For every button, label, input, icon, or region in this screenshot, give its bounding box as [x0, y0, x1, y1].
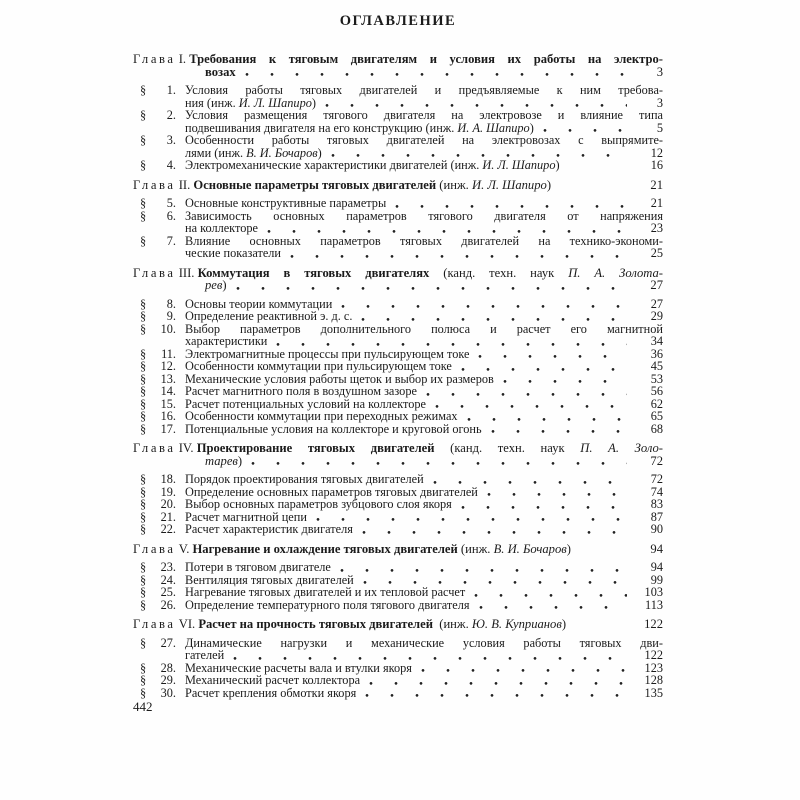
text-segment: ): [546, 177, 552, 192]
table-of-contents: [133, 46, 663, 699]
section-mark: §: [140, 472, 147, 486]
toc-line: [133, 66, 663, 79]
section-mark: §: [140, 208, 147, 223]
text-segment: П. А. Золо-: [580, 441, 663, 455]
toc-text: [185, 247, 281, 260]
dot-leader: [461, 368, 627, 371]
page-ref: 128: [644, 673, 663, 687]
text-segment: ния (инж.: [185, 95, 239, 110]
text-segment: Динамические нагрузки и механические условия работы тяговых дви-: [185, 635, 663, 650]
page-ref: 29: [650, 309, 663, 323]
section-mark: §: [140, 497, 147, 511]
page-ref: 94: [650, 541, 663, 556]
chapter-word: Глава: [133, 265, 176, 280]
text-segment: И. Л. Шапиро: [482, 158, 556, 172]
page-ref: 62: [650, 396, 663, 411]
spacer: [560, 186, 627, 189]
section-label: [140, 473, 176, 486]
section-number: 30.: [160, 685, 176, 700]
text-segment: Расчет характеристик двигателя: [185, 522, 353, 536]
text-segment: В. И. Бочаров: [493, 541, 567, 556]
toc-line: [133, 687, 663, 700]
page-ref: 21: [650, 196, 663, 210]
chapter-label: Глава II.: [133, 177, 194, 192]
section-label: [140, 586, 176, 599]
section-mark: §: [140, 409, 147, 423]
dot-leader: [461, 506, 627, 509]
section-mark: §: [140, 522, 147, 536]
section-mark: §: [140, 384, 147, 398]
toc-entry-section: [133, 159, 663, 172]
section-label: [140, 599, 176, 612]
page-ref: 45: [650, 359, 663, 373]
toc-text: [185, 523, 353, 536]
dot-leader: [290, 255, 627, 258]
toc-text: [198, 267, 663, 280]
section-label: [140, 674, 176, 687]
section-mark: §: [140, 572, 147, 587]
section-label: [140, 197, 176, 210]
chapter-label: Глава VI.: [133, 617, 199, 631]
page-ref: 34: [650, 334, 663, 348]
section-number: 2.: [166, 108, 176, 122]
section-number: 26.: [160, 597, 176, 612]
section-mark: §: [140, 133, 147, 147]
section-label: [140, 109, 176, 122]
section-mark: §: [140, 673, 147, 687]
toc-entry-section: [133, 84, 663, 109]
dot-leader: [267, 230, 627, 233]
section-mark: §: [140, 635, 147, 650]
chapter-label: Глава V.: [133, 541, 193, 556]
chapter-word: Глава: [133, 617, 176, 631]
chapter-word: Глава: [133, 541, 176, 556]
toc-entry-section: [133, 687, 663, 700]
text-segment: Нагревание и охлаждение тяговых двигателей: [192, 541, 458, 556]
dot-leader: [340, 569, 627, 572]
toc-entry-chapter: [133, 53, 663, 78]
text-segment: (канд. техн. наук: [429, 265, 569, 280]
dot-leader: [365, 694, 627, 697]
toc-line: [133, 455, 663, 468]
section-mark: §: [140, 158, 147, 172]
page-ref: 74: [650, 484, 663, 499]
text-segment: ): [566, 541, 571, 556]
text-segment: Условия размещения тягового двигателя на электровозе и влияние типа: [185, 108, 663, 122]
toc-line: [133, 543, 663, 556]
section-mark: §: [140, 421, 147, 436]
section-mark: §: [140, 660, 147, 675]
dot-leader: [478, 355, 627, 358]
text-segment: ): [555, 158, 560, 172]
section-label: [140, 235, 176, 248]
section-mark: §: [140, 233, 147, 248]
text-segment: Особенности работы тяговых двигателей на электровозах с выпрямите-: [185, 133, 663, 147]
text-segment: ): [237, 453, 243, 468]
spacer: [569, 167, 627, 170]
section-label: [140, 423, 176, 436]
text-segment: Нагревание тяговых двигателей и их тепловой расчет: [185, 585, 466, 599]
toc-text: [193, 543, 571, 556]
section-number: 28.: [160, 660, 176, 675]
text-segment: В. И. Бочаров: [246, 145, 318, 160]
dot-leader: [474, 594, 627, 597]
toc-entry-chapter: [133, 618, 663, 631]
section-label: [140, 360, 176, 373]
page-ref: 103: [644, 585, 663, 599]
text-segment: Выбор параметров дополнительного полюса и расчет его магнитной: [185, 321, 663, 336]
dot-leader: [361, 318, 627, 321]
toc-entry-section: [133, 109, 663, 134]
page-ref: 3: [656, 95, 663, 110]
text-segment: тарев: [205, 453, 238, 468]
text-segment: Проектирование тяговых двигателей: [196, 441, 435, 455]
toc-entry-section: [133, 210, 663, 235]
spacer: [580, 550, 627, 553]
section-number: 15.: [160, 396, 176, 411]
page-ref: 113: [645, 597, 663, 612]
section-number: 10.: [160, 321, 176, 336]
page-ref: 94: [650, 560, 663, 574]
toc-text: [205, 455, 242, 468]
dot-leader: [341, 305, 627, 308]
page-ref: 83: [650, 497, 663, 511]
toc-entry-section: [133, 423, 663, 436]
toc-text: [197, 442, 663, 455]
text-segment: Зависимость основных параметров тягового двигателя от напряжения: [185, 208, 663, 223]
text-segment: Определение температурного поля тягового двигателя: [185, 597, 470, 612]
toc-line: [133, 159, 663, 172]
page-ref: 65: [650, 409, 663, 423]
text-segment: Основные параметры тяговых двигателей: [193, 177, 437, 192]
section-mark: §: [140, 296, 147, 311]
text-segment: Вентиляция тяговых двигателей: [185, 572, 354, 587]
text-segment: рев: [205, 278, 223, 292]
page-title: ОГЛАВЛЕНИЕ: [339, 13, 457, 29]
text-segment: Коммутация в тяговых двигателях: [197, 265, 430, 280]
toc-line: [133, 599, 663, 612]
toc-line: [133, 279, 663, 292]
section-number: 4.: [166, 158, 176, 172]
text-segment: подвешивания двигателя на его конструкцию (инж.: [185, 120, 458, 135]
dot-leader: [435, 405, 627, 408]
section-number: 17.: [160, 421, 176, 436]
section-label: [140, 134, 176, 147]
text-segment: ): [222, 278, 227, 292]
toc-entry-section: [133, 637, 663, 662]
toc-entry-chapter: [133, 179, 663, 192]
toc-entry-section: [133, 599, 663, 612]
section-label: [140, 498, 176, 511]
section-mark: §: [140, 509, 147, 524]
section-number: 29.: [160, 673, 176, 687]
toc-text: [198, 618, 566, 631]
text-segment: Механический расчет коллектора: [185, 673, 361, 687]
text-segment: Влияние основных параметров тяговых двигателей на технико-экономи-: [185, 233, 663, 248]
dot-leader: [245, 73, 627, 76]
section-label: [140, 84, 176, 97]
chapter-word: Глава: [133, 441, 176, 455]
dot-leader: [369, 682, 627, 685]
page-ref: 87: [650, 509, 663, 524]
text-segment: ): [311, 95, 316, 110]
toc-line: [133, 179, 663, 192]
text-segment: ): [561, 617, 567, 631]
text-segment: Выбор основных параметров зубцового слоя якоря: [185, 497, 452, 511]
section-mark: §: [140, 484, 147, 499]
text-segment: Порядок проектирования тяговых двигателей: [185, 472, 424, 486]
page-ref: 23: [650, 221, 663, 235]
text-segment: (инж.: [457, 541, 494, 556]
dot-leader: [251, 462, 627, 465]
text-segment: Основные конструктивные параметры: [185, 196, 387, 210]
text-segment: Электромагнитные процессы при пульсирующем токе: [185, 346, 470, 361]
chapter-label: Глава III.: [133, 265, 198, 280]
section-mark: §: [140, 597, 147, 612]
toc-line: [133, 523, 663, 536]
dot-leader: [236, 287, 627, 290]
toc-line: [133, 247, 663, 260]
section-label: [140, 561, 176, 574]
dot-leader: [331, 154, 627, 157]
dot-leader: [503, 380, 627, 383]
toc-entry-section: [133, 323, 663, 348]
text-segment: Потенциальные условия на коллекторе и круговой огонь: [185, 421, 482, 436]
section-label: [140, 323, 176, 336]
text-segment: Механические условия работы щеток и выбор их размеров: [185, 371, 494, 386]
page-ref: 123: [644, 660, 663, 675]
section-mark: §: [140, 83, 147, 97]
page-ref: 3: [656, 64, 663, 79]
text-segment: Основы теории коммутации: [185, 296, 333, 311]
section-number: 16.: [160, 409, 176, 423]
page-ref: 53: [650, 371, 663, 386]
text-segment: Условия работы тяговых двигателей и предъявляемые к ним требова-: [185, 83, 663, 97]
text-segment: Расчет на прочность тяговых двигателей: [198, 617, 433, 631]
text-segment: Определение основных параметров тяговых двигателей: [185, 484, 478, 499]
section-mark: §: [140, 685, 147, 700]
dot-leader: [395, 205, 627, 208]
text-segment: на коллекторе: [185, 221, 258, 235]
text-segment: Ю. В. Куприанов: [471, 617, 562, 631]
page-ref: 122: [644, 617, 663, 631]
section-label: [140, 385, 176, 398]
section-number: 5.: [166, 196, 176, 210]
folio-page-number: 442: [133, 699, 153, 714]
chapter-word: Глава: [133, 52, 176, 66]
toc-text: [185, 159, 560, 172]
page-ref: 21: [650, 177, 663, 192]
section-number: 19.: [160, 484, 176, 499]
section-label: [140, 310, 176, 323]
section-label: [140, 210, 176, 223]
page-ref: 27: [650, 278, 663, 292]
section-number: 6.: [166, 208, 176, 223]
dot-leader: [363, 581, 627, 584]
section-mark: §: [140, 346, 147, 361]
chapter-label: Глава IV.: [133, 441, 197, 455]
dot-leader: [479, 606, 627, 609]
section-number: 27.: [160, 635, 176, 650]
section-number: 1.: [166, 83, 176, 97]
toc-text: [185, 637, 663, 650]
section-number: 20.: [160, 497, 176, 511]
section-number: 24.: [160, 572, 176, 587]
section-number: 3.: [166, 133, 176, 147]
section-label: [140, 410, 176, 423]
text-segment: И. А. Шапиро: [457, 120, 530, 135]
section-number: 9.: [166, 309, 176, 323]
page-ref: 36: [650, 346, 663, 361]
dot-leader: [467, 418, 627, 421]
page-ref: 68: [650, 421, 663, 436]
page-ref: 99: [650, 572, 663, 587]
page-ref: 25: [650, 246, 663, 260]
text-segment: Электромеханические характеристики двигателей (инж.: [185, 158, 483, 172]
text-segment: (инж.: [432, 617, 472, 631]
text-segment: лями (инж.: [185, 145, 247, 160]
section-mark: §: [140, 359, 147, 373]
text-segment: гателей: [185, 648, 225, 662]
section-number: 25.: [160, 585, 176, 599]
chapter-word: Глава: [133, 177, 176, 192]
page-ref: 135: [644, 685, 663, 700]
dot-leader: [433, 481, 627, 484]
page-ref: 16: [650, 158, 663, 172]
toc-entry-chapter: [133, 442, 663, 467]
dot-leader: [325, 104, 627, 107]
toc-entry-section: [133, 523, 663, 536]
text-segment: ): [529, 120, 534, 135]
section-mark: §: [140, 309, 147, 323]
dot-leader: [276, 343, 627, 346]
text-segment: Расчет магнитного поля в воздушном зазоре: [185, 384, 417, 398]
section-label: [140, 159, 176, 172]
toc-text: [205, 66, 236, 79]
text-segment: Требования к тяговым двигателям и условия их работы на электро-: [189, 52, 663, 66]
page-ref: 72: [650, 453, 663, 468]
page-ref: 27: [650, 296, 663, 311]
text-segment: Расчет магнитной цепи: [185, 509, 307, 524]
section-mark: §: [140, 371, 147, 386]
toc-line: [133, 423, 663, 436]
dot-leader: [487, 493, 627, 496]
section-number: 21.: [160, 509, 176, 524]
text-segment: Расчет потенциальных условий на коллекторе: [185, 396, 427, 411]
section-mark: §: [140, 196, 147, 210]
page-ref: 122: [644, 648, 663, 662]
text-segment: характеристики: [185, 334, 268, 348]
text-segment: Особенности коммутации при переходных режимах: [185, 409, 458, 423]
dot-leader: [543, 129, 627, 132]
toc-entry-chapter: [133, 543, 663, 556]
section-label: [140, 523, 176, 536]
text-segment: Механические расчеты вала и втулки якоря: [185, 660, 412, 675]
page-ref: 12: [650, 145, 663, 160]
text-segment: ческие показатели: [185, 246, 282, 260]
toc-entry-section: [133, 235, 663, 260]
toc-entry-section: [133, 134, 663, 159]
section-mark: §: [140, 396, 147, 411]
dot-leader: [233, 657, 627, 660]
dot-leader: [426, 393, 627, 396]
page-ref: 90: [650, 522, 663, 536]
text-segment: Особенности коммутации при пульсирующем токе: [185, 359, 452, 373]
section-number: 14.: [160, 384, 176, 398]
toc-entry-chapter: [133, 267, 663, 292]
section-number: 11.: [161, 346, 176, 361]
page-ref: 72: [650, 472, 663, 486]
section-mark: §: [140, 585, 147, 599]
dot-leader: [362, 531, 627, 534]
toc-text: [185, 423, 482, 436]
text-segment: И. Л. Шапиро: [238, 95, 312, 110]
section-label: [140, 687, 176, 700]
text-segment: (канд. техн. наук: [434, 441, 581, 455]
section-mark: §: [140, 321, 147, 336]
text-segment: Расчет крепления обмотки якоря: [185, 685, 357, 700]
section-number: 13.: [160, 371, 176, 386]
section-mark: §: [140, 560, 147, 574]
section-number: 7.: [166, 233, 176, 248]
dot-leader: [491, 430, 627, 433]
toc-text: [185, 687, 356, 700]
text-segment: Определение реактивной э. д. с.: [185, 309, 353, 323]
text-segment: И. Л. Шапиро: [471, 177, 547, 192]
section-number: 8.: [166, 296, 176, 311]
section-number: 18.: [160, 472, 176, 486]
page-ref: 5: [656, 120, 663, 135]
toc-line: [133, 618, 663, 631]
section-number: 22.: [160, 522, 176, 536]
text-segment: П. А. Золота-: [568, 265, 664, 280]
page-ref: 56: [650, 384, 663, 398]
section-mark: §: [140, 108, 147, 122]
toc-text: [185, 599, 470, 612]
toc-text: [189, 53, 663, 66]
text-segment: (инж.: [436, 177, 472, 192]
dot-leader: [421, 669, 627, 672]
section-number: 23.: [160, 560, 176, 574]
text-segment: Потери в тяговом двигателе: [185, 560, 331, 574]
section-label: [140, 637, 176, 650]
text-segment: ): [317, 145, 322, 160]
toc-text: [193, 179, 551, 192]
section-number: 12.: [160, 359, 176, 373]
dot-leader: [316, 518, 627, 521]
text-segment: возах: [205, 64, 236, 79]
chapter-label: Глава I.: [133, 52, 190, 66]
spacer: [575, 626, 627, 629]
toc-text: [205, 279, 227, 292]
